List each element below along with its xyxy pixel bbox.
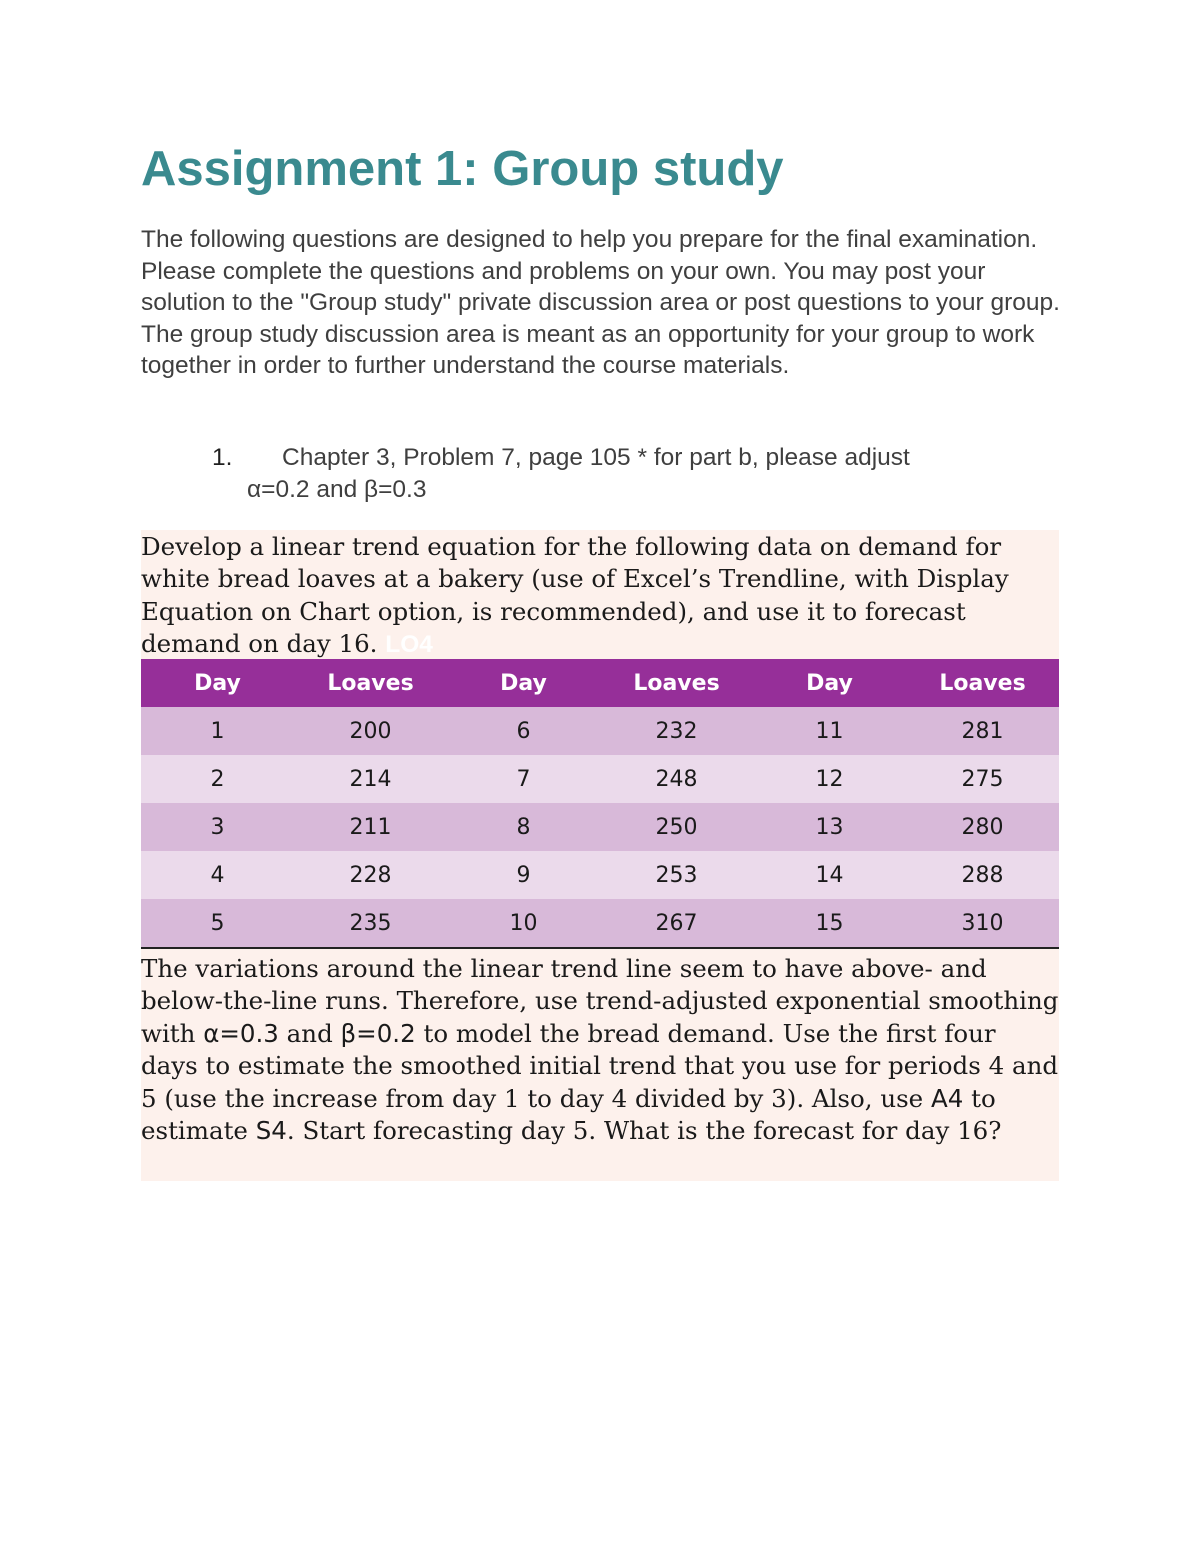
table-row xyxy=(141,899,1059,948)
table-cell: 310 xyxy=(906,899,1059,948)
bread-demand-table xyxy=(141,659,1059,949)
question-item xyxy=(212,442,1032,505)
table-cell: 2 xyxy=(141,755,294,803)
table-cell: 13 xyxy=(753,803,906,851)
question-number: 1. xyxy=(212,444,233,471)
question-line-1: Chapter 3, Problem 7, page 105 * for part b, please adjust xyxy=(282,444,910,471)
table-cell: 228 xyxy=(294,851,447,899)
header-day-1: Day xyxy=(141,659,294,707)
header-day-2: Day xyxy=(447,659,600,707)
header-loaves-2: Loaves xyxy=(600,659,753,707)
page-title: Assignment 1: Group study xyxy=(141,142,784,196)
table-cell: 248 xyxy=(600,755,753,803)
table-cell: 7 xyxy=(447,755,600,803)
table-cell: 11 xyxy=(753,707,906,755)
table-row xyxy=(141,755,1059,803)
table-cell: 8 xyxy=(447,803,600,851)
table-cell: 250 xyxy=(600,803,753,851)
table-row xyxy=(141,851,1059,899)
table-cell: 214 xyxy=(294,755,447,803)
learning-objective-tag: LO4 xyxy=(385,631,433,659)
table-cell: 5 xyxy=(141,899,294,948)
problem-part-2-text-a: The variations around the linear trend line seem to have above- and below-the-line runs. Therefore, use trend-adjusted exponential smoothing with xyxy=(141,954,1059,1048)
table-cell: 235 xyxy=(294,899,447,948)
table-cell: 4 xyxy=(141,851,294,899)
table-cell: 10 xyxy=(447,899,600,948)
intro-paragraph: The following questions are designed to help you prepare for the final examination. Please complete the questions and problems on your own. You may post your solution to the "Group study" private discussion area or post questions to your group. The group study discussion area is meant as an opportunity for your group to work together in order to further understand the course materials. xyxy=(141,226,1060,380)
problem-part-1 xyxy=(141,531,1059,662)
table-row xyxy=(141,707,1059,755)
alpha-value: α=0.3 xyxy=(203,1018,279,1048)
problem-part-2-text-d: to estimate xyxy=(141,1083,996,1146)
table-cell: 280 xyxy=(906,803,1059,851)
table-row xyxy=(141,803,1059,851)
s4-symbol: S4 xyxy=(255,1116,287,1146)
problem-part-1-text: Develop a linear trend equation for the following data on demand for white bread loaves at a bakery (use of Excel’s Trendline, with Display Equation on Chart option, is recommended), and use it to forecast demand on day 16. xyxy=(141,532,1009,659)
table-cell: 9 xyxy=(447,851,600,899)
table-cell: 275 xyxy=(906,755,1059,803)
table-cell: 3 xyxy=(141,803,294,851)
problem-part-2 xyxy=(141,953,1059,1147)
table-cell: 12 xyxy=(753,755,906,803)
question-line-2: α=0.2 and β=0.3 xyxy=(247,475,427,503)
table-cell: 232 xyxy=(600,707,753,755)
table-cell: 15 xyxy=(753,899,906,948)
header-loaves-3: Loaves xyxy=(906,659,1059,707)
header-day-3: Day xyxy=(753,659,906,707)
table-cell: 1 xyxy=(141,707,294,755)
problem-part-2-text-b: and xyxy=(278,1018,341,1048)
table-cell: 288 xyxy=(906,851,1059,899)
beta-value: β=0.2 xyxy=(340,1018,416,1048)
table-header-row xyxy=(141,659,1059,707)
problem-part-2-text-e: . Start forecasting day 5. What is the forecast for day 16? xyxy=(286,1116,1002,1146)
table-cell: 211 xyxy=(294,803,447,851)
table-cell: 281 xyxy=(906,707,1059,755)
table-cell: 200 xyxy=(294,707,447,755)
table-cell: 267 xyxy=(600,899,753,948)
problem-part-2-text-c: to model the bread demand. Use the first four days to estimate the smoothed initial trend that you use for periods 4 and 5 (use the increase from day 1 to day 4 divided by 3). Also, use xyxy=(141,1018,1059,1113)
table-cell: 6 xyxy=(447,707,600,755)
table-cell: 253 xyxy=(600,851,753,899)
header-loaves-1: Loaves xyxy=(294,659,447,707)
a4-symbol: A4 xyxy=(930,1083,964,1113)
table-cell: 14 xyxy=(753,851,906,899)
